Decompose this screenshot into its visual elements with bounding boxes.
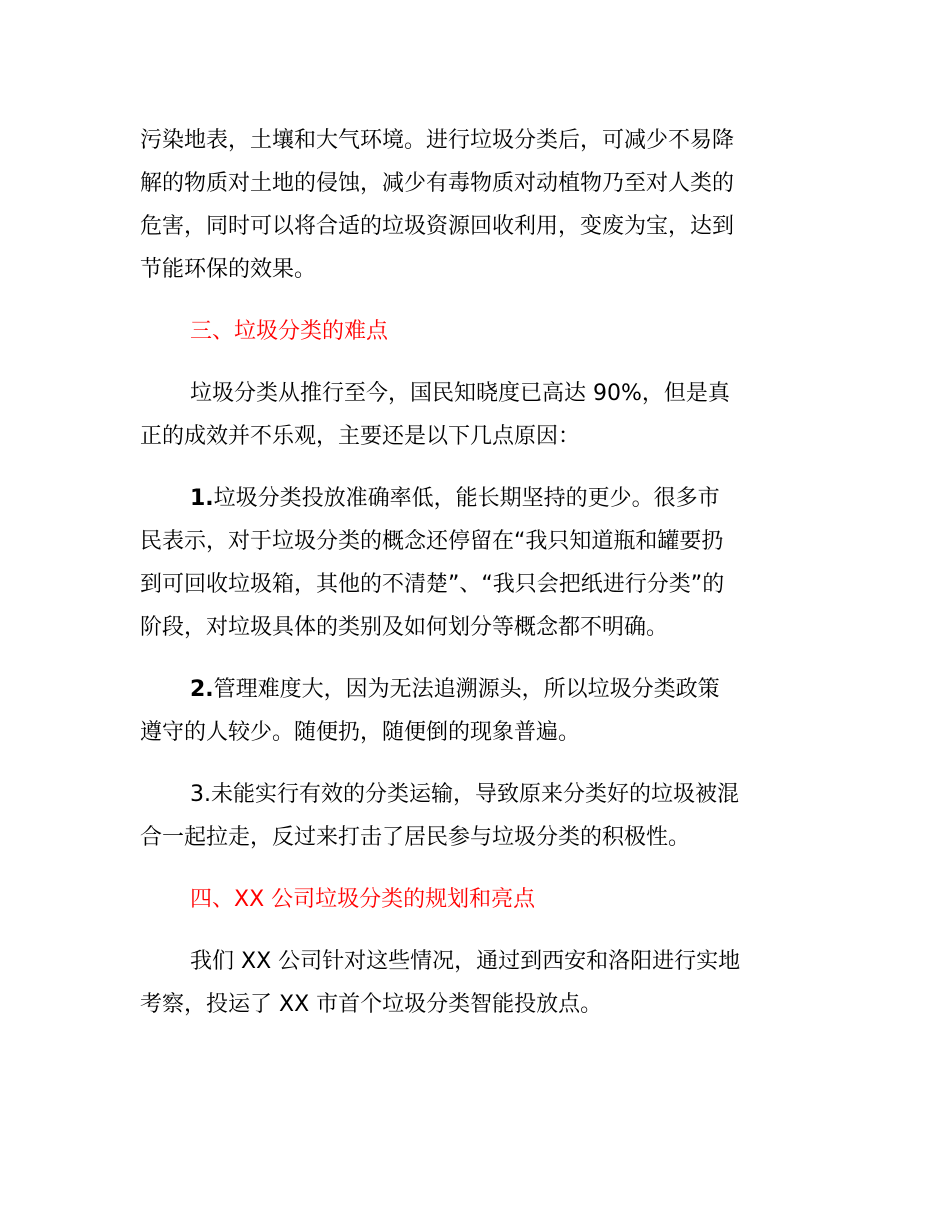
paragraph-line: 合一起拉走，反过来打击了居民参与垃圾分类的积极性。 xyxy=(140,825,691,850)
paragraph-line: 正的成效并不乐观，主要还是以下几点原因： xyxy=(140,424,581,449)
paragraph-line: 我们 XX 公司针对这些情况，通过到西安和洛阳进行实地 xyxy=(190,949,741,974)
paragraph-line: 阶段，对垃圾具体的类别及如何划分等概念都不明确。 xyxy=(140,615,669,640)
list-number: 2. xyxy=(190,677,214,702)
paragraph-line: 解的物质对土地的侵蚀，减少有毒物质对动植物乃至对人类的 xyxy=(140,171,735,196)
paragraph-line: 考察，投运了 XX 市首个垃圾分类智能投放点。 xyxy=(140,992,603,1017)
paragraph-line: 3.未能实行有效的分类运输，导致原来分类好的垃圾被混 xyxy=(190,782,739,807)
list-text: 垃圾分类投放准确率低，能长期坚持的更少。很多市 xyxy=(213,486,720,511)
paragraph-line: 节能环保的效果。 xyxy=(140,257,317,282)
list-number: 1. xyxy=(190,486,214,511)
paragraph-line: 民表示，对于垃圾分类的概念还停留在“我只知道瓶和罐要扔 xyxy=(140,529,724,554)
list-text: 管理难度大，因为无法追溯源头，所以垃圾分类政策 xyxy=(213,677,720,702)
paragraph-line: 遵守的人较少。随便扔，随便倒的现象普遍。 xyxy=(140,720,581,745)
paragraph-line: 污染地表，土壤和大气环境。进行垃圾分类后，可减少不易降 xyxy=(140,128,735,153)
paragraph-line: 垃圾分类从推行至今，国民知晓度已高达 90%，但是真 xyxy=(190,381,730,406)
section-heading-3: 三、垃圾分类的难点 xyxy=(190,319,389,344)
section-heading-4: 四、XX 公司垃圾分类的规划和亮点 xyxy=(190,887,536,912)
list-item-1-first-line xyxy=(190,484,720,514)
paragraph-line: 到可回收垃圾箱，其他的不清楚”、“我只会把纸进行分类”的 xyxy=(140,572,725,597)
list-item-2-first-line xyxy=(190,675,720,705)
paragraph-line: 危害，同时可以将合适的垃圾资源回收利用，变废为宝，达到 xyxy=(140,214,735,239)
